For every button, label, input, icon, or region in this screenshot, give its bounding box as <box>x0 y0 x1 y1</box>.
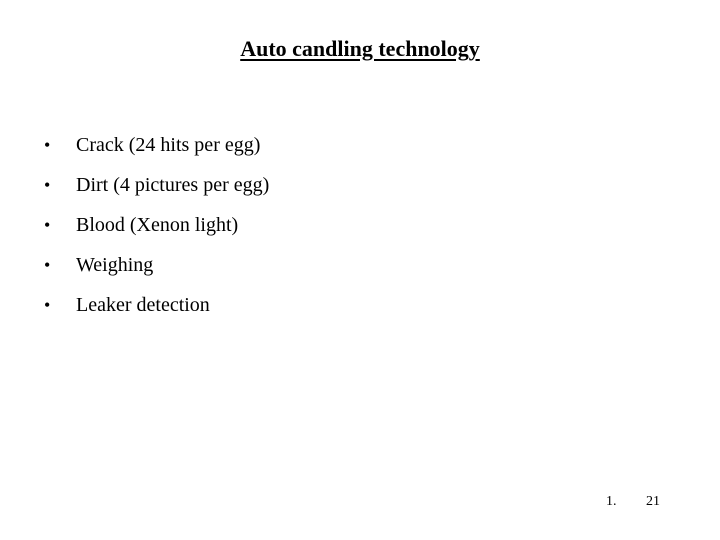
slide-title: Auto candling technology <box>240 36 480 61</box>
bullet-list <box>44 134 269 334</box>
bullet-text: Leaker detection <box>76 294 210 316</box>
list-item <box>44 294 269 334</box>
bullet-icon: • <box>44 295 51 315</box>
bullet-icon: • <box>44 135 51 155</box>
page-number: 21 <box>646 494 660 509</box>
bullet-text: Blood (Xenon light) <box>76 214 239 236</box>
bullet-text: Crack (24 hits per egg) <box>76 134 261 156</box>
footer-number: 1. <box>606 494 617 509</box>
list-item <box>44 174 269 214</box>
bullet-icon: • <box>44 255 51 275</box>
list-item <box>44 214 269 254</box>
bullet-text: Dirt (4 pictures per egg) <box>76 174 270 196</box>
bullet-icon: • <box>44 175 51 195</box>
bullet-icon: • <box>44 215 51 235</box>
bullet-text: Weighing <box>76 254 154 276</box>
list-item <box>44 134 269 174</box>
list-item <box>44 254 269 294</box>
